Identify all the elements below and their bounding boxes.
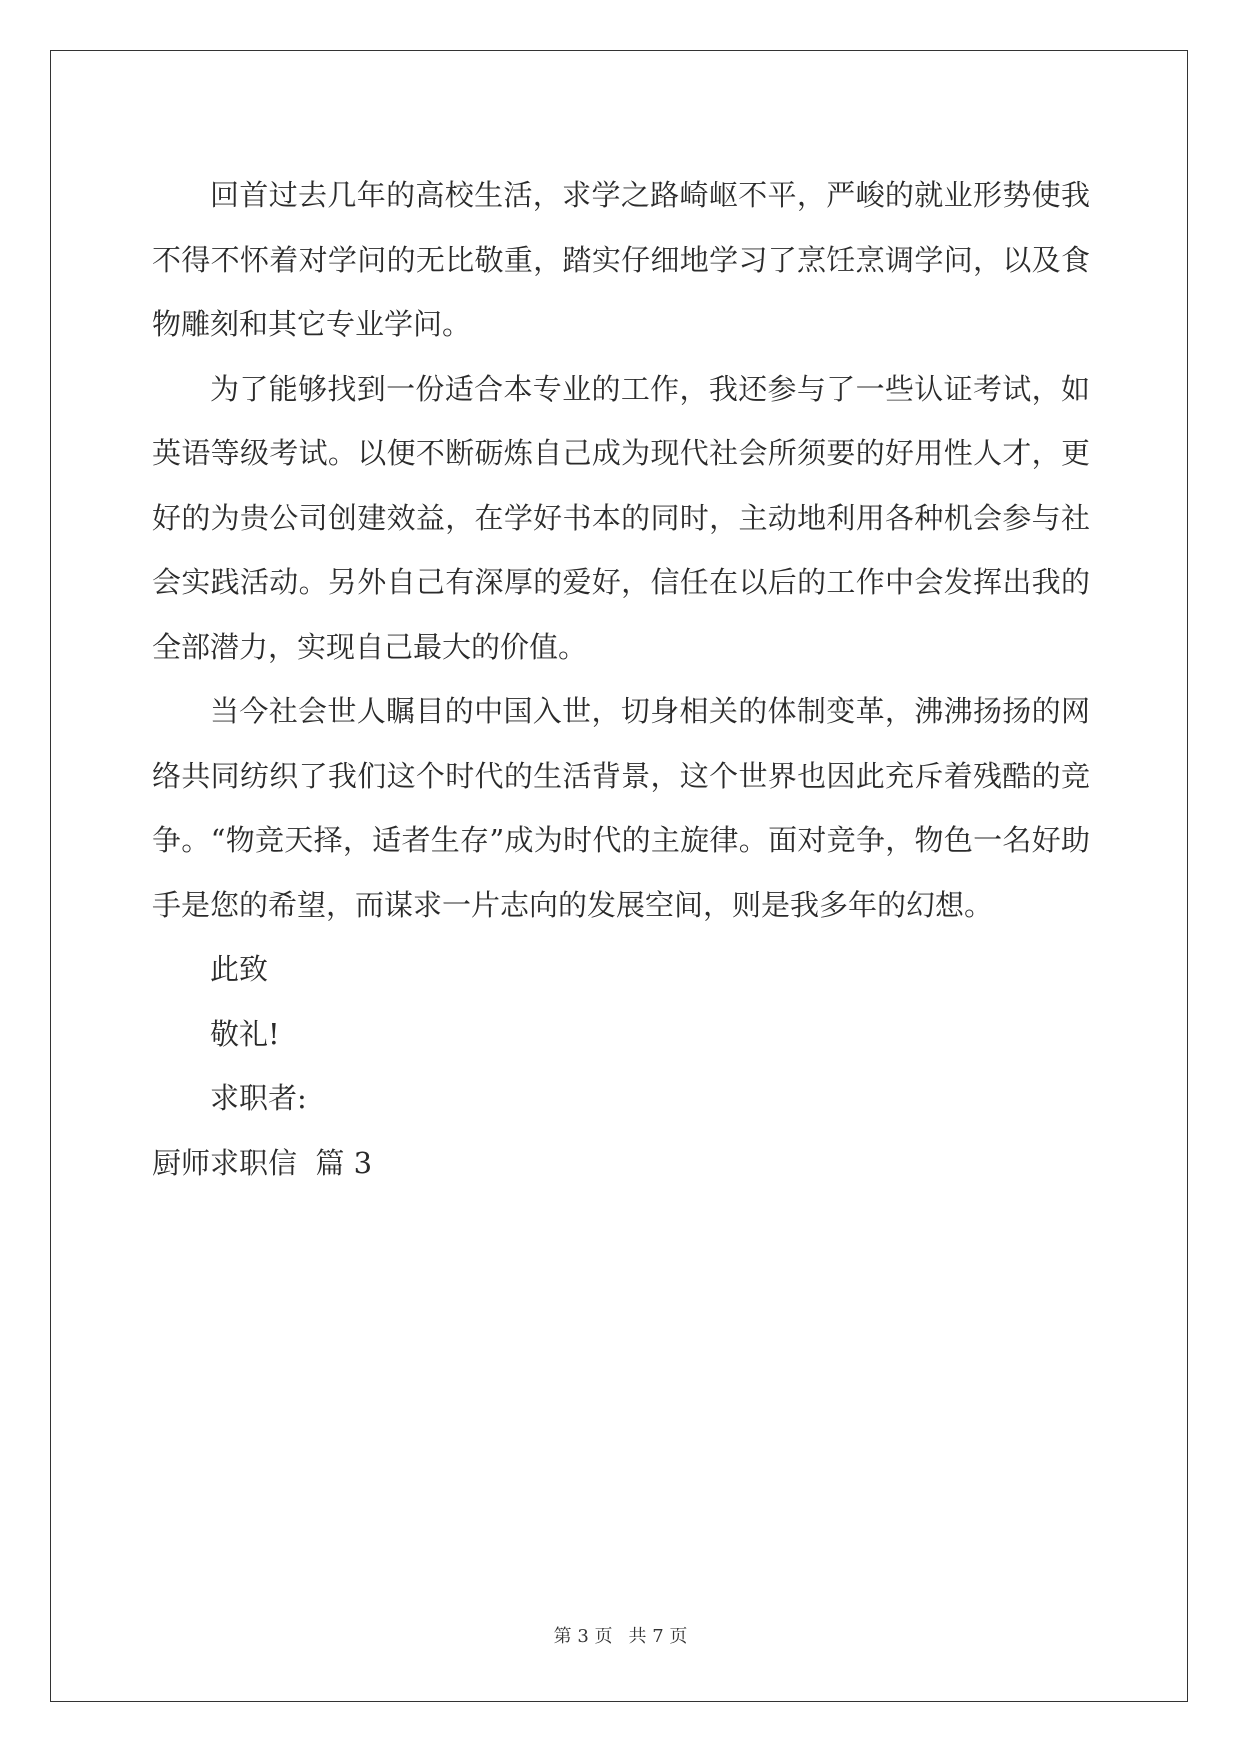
signature-line: 求职者: bbox=[210, 1081, 307, 1115]
current-page-label: 第 3 页 bbox=[553, 1626, 613, 1647]
next-section-heading: 厨师求职信 篇 3 bbox=[152, 1145, 373, 1180]
closing-line: 此致 bbox=[210, 952, 269, 986]
document-body bbox=[152, 163, 1090, 1195]
salutation-line: 敬礼! bbox=[210, 1016, 280, 1051]
paragraph-3: 当今社会世人瞩目的中国入世，切身相关的体制变革，沸沸扬扬的网络共同纺织了我们这个时代的生活背景，这个世界也因此充斥着残酷的竞争。“物竞天择，适者生存”成为时代的主旋律。面对竞争，物色一名好助手是您的希望，而谋求一片志向的发展空间，则是我多年的幻想。 bbox=[152, 694, 1090, 922]
paragraph-1: 回首过去几年的高校生活，求学之路崎岖不平，严峻的就业形势使我不得不怀着对学问的无比敬重，踏实仔细地学习了烹饪烹调学问，以及食物雕刻和其它专业学问。 bbox=[152, 178, 1090, 341]
page-footer bbox=[0, 1622, 1241, 1648]
paragraph-2: 为了能够找到一份适合本专业的工作，我还参与了一些认证考试，如英语等级考试。以便不断砺炼自己成为现代社会所须要的好用性人才，更好的为贵公司创建效益，在学好书本的同时，主动地利用各种机会参与社会实践活动。另外自己有深厚的爱好，信任在以后的工作中会发挥出我的全部潜力，实现自己最大的价值。 bbox=[152, 371, 1090, 664]
total-pages-label: 共 7 页 bbox=[628, 1626, 688, 1647]
